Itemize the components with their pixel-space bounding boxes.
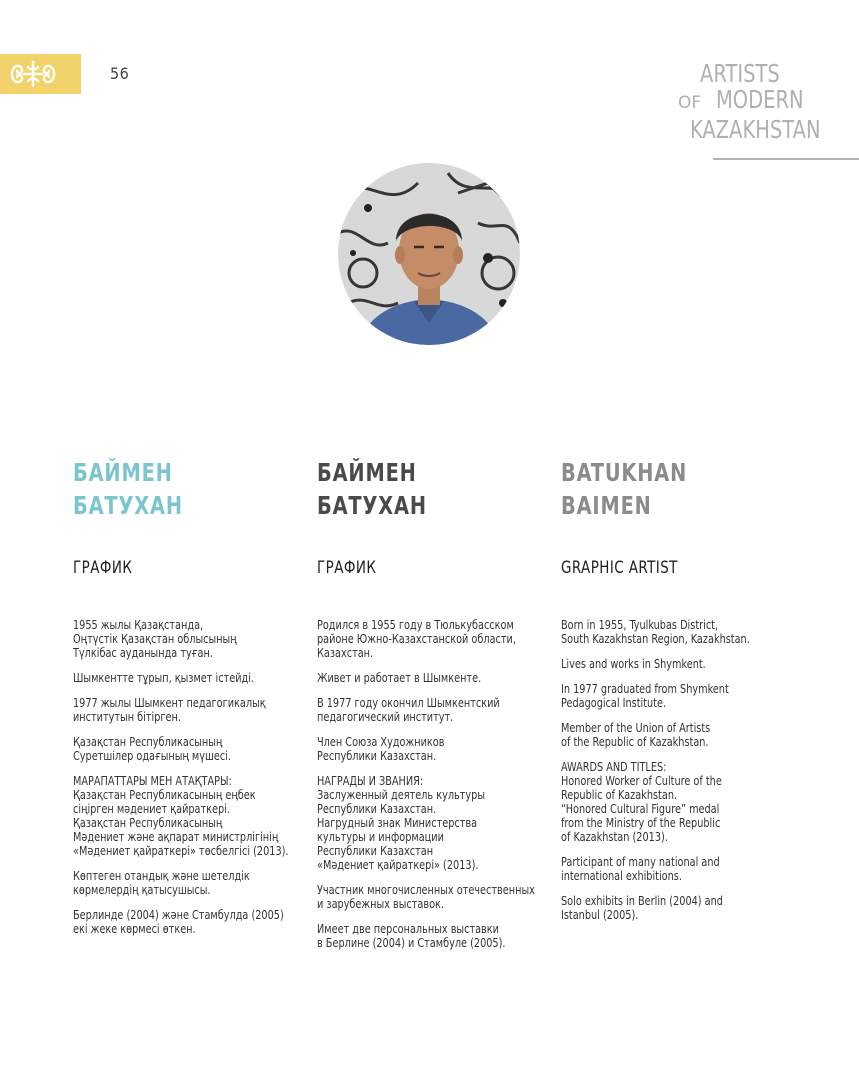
- artist-role: GRAPHIC ARTIST: [561, 558, 678, 578]
- bio-paragraph: В 1977 году окончил Шымкентский педагогический институт.: [317, 696, 500, 724]
- bio-paragraph: Берлинде (2004) және Стамбулда (2005) екі жеке көрмесі өткен.: [73, 908, 284, 936]
- logo-underline: [713, 158, 859, 160]
- artist-name-line-2: BAIMEN: [561, 491, 652, 520]
- artist-name-line-1: БАЙМЕН: [317, 458, 417, 487]
- bio-paragraph: 1955 жылы Қазақстанда, Оңтүстік Қазақстан облысының Түлкібас ауданында туған.: [73, 618, 237, 660]
- portrait-illustration: [338, 163, 520, 345]
- bio-column-english: [561, 456, 801, 922]
- biography-text: [561, 618, 795, 933]
- page-number: 56: [110, 64, 130, 83]
- bio-paragraph: Участник многочисленных отечественных и зарубежных выставок.: [317, 883, 535, 911]
- bio-paragraph: Член Союза Художников Республики Казахстан.: [317, 735, 445, 763]
- artist-name-line-2: БАТУХАН: [73, 491, 183, 520]
- bio-paragraph: In 1977 graduated from Shymkent Pedagogical Institute.: [561, 682, 729, 710]
- bio-paragraph: Қазақстан Республикасының Суретшілер одағының мүшесі.: [73, 735, 232, 763]
- bio-paragraph: Родился в 1955 году в Тюлькубасском районе Южно-Казахстанской области, Казахстан.: [317, 618, 516, 660]
- artist-name-line-1: БАЙМЕН: [73, 458, 173, 487]
- ornament-block: [0, 54, 81, 94]
- artists-of-modern-kazakhstan-logo: [676, 54, 836, 164]
- bio-paragraph: Member of the Union of Artists of the Republic of Kazakhstan.: [561, 721, 711, 749]
- logo-line-2: MODERN: [716, 85, 804, 115]
- artist-name-line-2: БАТУХАН: [317, 491, 427, 520]
- bio-column-russian: [317, 456, 557, 950]
- bio-paragraph: Шымкентте тұрып, қызмет істейді.: [73, 671, 255, 685]
- bio-paragraph: Born in 1955, Tyulkubas District, South Kazakhstan Region, Kazakhstan.: [561, 618, 750, 646]
- logo-line-1: ARTISTS: [700, 59, 780, 89]
- bio-paragraph: AWARDS AND TITLES: Honored Worker of Culture of the Republic of Kazakhstan. “Honored Cultural Figure” medal from the Ministry of the Republic of Kazakhstan (2013).: [561, 760, 722, 844]
- artist-role: ГРАФИК: [73, 558, 133, 578]
- bio-paragraph: Solo exhibits in Berlin (2004) and Istanbul (2005).: [561, 894, 723, 922]
- bio-paragraph: Participant of many national and international exhibitions.: [561, 855, 720, 883]
- artist-role: ГРАФИК: [317, 558, 377, 578]
- bio-paragraph: МАРАПАТТАРЫ МЕН АТАҚТАРЫ: Қазақстан Республикасының еңбек сіңірген мәдениет қайраткері. Қазақстан Республикасының Мәдениет және ақпарат министрлігінің «Мәдениет қайраткері» төсбелгісі (2013).: [73, 774, 289, 858]
- bio-paragraph: НАГРАДЫ И ЗВАНИЯ: Заслуженный деятель культуры Республики Казахстан. Нагрудный знак Министерства культуры и информации Республики Казахстан «Мәдениет қайраткері» (2013).: [317, 774, 486, 872]
- bio-paragraph: Lives and works in Shymkent.: [561, 657, 706, 671]
- bio-column-kazakh: [73, 456, 313, 936]
- logo-line-3: KAZAKHSTAN: [690, 115, 821, 145]
- biography-text: [73, 618, 307, 947]
- bio-paragraph: Көптеген отандық және шетелдік көрмелердің қатысушысы.: [73, 869, 250, 897]
- bio-paragraph: Живет и работает в Шымкенте.: [317, 671, 482, 685]
- artist-name-line-1: BATUKHAN: [561, 458, 688, 487]
- bio-paragraph: Имеет две персональных выставки в Берлине (2004) и Стамбуле (2005).: [317, 922, 506, 950]
- bio-paragraph: 1977 жылы Шымкент педагогикалық институтын бітірген.: [73, 696, 266, 724]
- biography-text: [317, 618, 551, 961]
- artist-portrait: [338, 163, 520, 345]
- ornament-icon: [8, 58, 58, 90]
- logo-line-2-small: OF: [678, 93, 702, 113]
